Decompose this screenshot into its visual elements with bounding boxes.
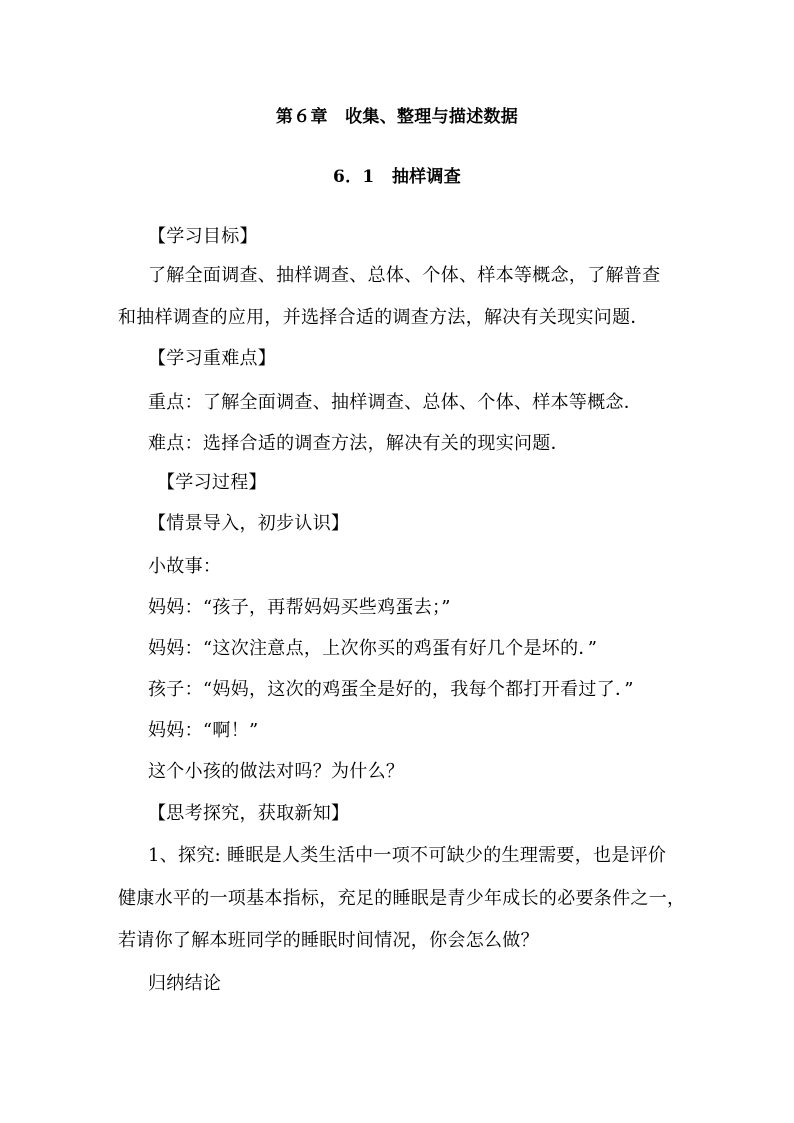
section-title: 6．1 抽样调查 (332, 167, 462, 187)
dialog-line-3: 孩子：“妈妈，这次的鸡蛋全是好的，我每个都打开看过了．” (148, 679, 634, 700)
key-points-heading: 【学习重难点】 (148, 348, 277, 369)
chapter-title: 第６章 收集、整理与描述数据 (275, 107, 519, 127)
conclusion-label: 归纳结论 (148, 973, 222, 994)
objectives-text-line-1: 了解全面调查、抽样调查、总体、个体、样本等概念，了解普查 (148, 265, 661, 286)
dialog-line-2: 妈妈：“这次注意点，上次你买的鸡蛋有好几个是坏的．” (148, 638, 598, 659)
dialog-line-4: 妈妈：“啊！” (148, 720, 259, 741)
story-label: 小故事： (148, 556, 222, 577)
scenario-heading: 【情景导入，初步认识】 (148, 513, 350, 534)
key-point-text: 重点：了解全面调查、抽样调查、总体、个体、样本等概念． (148, 392, 643, 413)
objectives-heading: 【学习目标】 (148, 226, 258, 247)
explore-text-line-1: 1、探究: 睡眠是人类生活中一项不可缺少的生理需要，也是评价 (148, 845, 667, 866)
difficult-point-text: 难点：选择合适的调查方法，解决有关的现实问题． (148, 433, 569, 454)
explore-text-line-2: 健康水平的一项基本指标，充足的睡眠是青少年成长的必要条件之一， (118, 888, 686, 909)
objectives-text-line-2: 和抽样调查的应用，并选择合适的调查方法，解决有关现实问题． (118, 307, 649, 328)
story-question: 这个小孩的做法对吗？为什么？ (148, 761, 405, 782)
process-heading: 【学习过程】 (157, 472, 267, 493)
dialog-line-1: 妈妈：“孩子，再帮妈妈买些鸡蛋去；” (148, 597, 451, 618)
explore-heading: 【思考探究，获取新知】 (148, 803, 350, 824)
explore-text-line-3: 若请你了解本班同学的睡眠时间情况，你会怎么做？ (118, 930, 539, 951)
